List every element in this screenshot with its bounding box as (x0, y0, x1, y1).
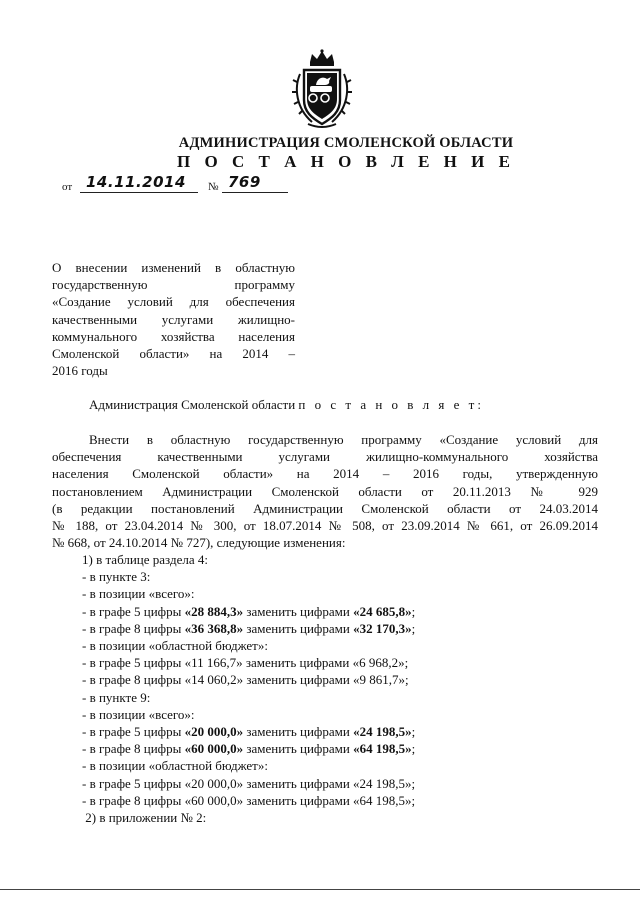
body-line: (в редакции постановлений Администрации Смоленской области от 24.03.2014 (52, 500, 598, 516)
date-number-line (62, 173, 302, 195)
subject-line: государственную программу (52, 277, 295, 293)
list-item: - в графе 8 цифры «60 000,0» заменить цифрами «64 198,5»; (82, 741, 416, 757)
list-item: - в графе 5 цифры «11 166,7» заменить цифрами «6 968,2»; (82, 655, 409, 671)
list-item: - в графе 8 цифры «36 368,8» заменить цифрами «32 170,3»; (82, 620, 416, 636)
organization-name: АДМИНИСТРАЦИЯ СМОЛЕНСКОЙ ОБЛАСТИ (178, 135, 514, 151)
list-item: - в пункте 9: (82, 689, 151, 705)
list-item: - в позиции «областной бюджет»: (82, 638, 268, 654)
body-line: № 188, от 23.04.2014 № 300, от 18.07.2014 № 508, от 23.09.2014 № 661, от 26.09.2014 (52, 518, 598, 534)
list-item: 1) в таблице раздела 4: (82, 552, 208, 567)
list-item: - в пункте 3: (82, 569, 151, 585)
subject-line: коммунального хозяйства населения (52, 328, 295, 344)
list-item: - в графе 8 цифры «60 000,0» заменить цифрами «64 198,5»; (82, 792, 416, 808)
subject-line: Смоленской области» на 2014 – (52, 346, 295, 362)
body-line: № 668, от 24.10.2014 № 727), следующие изменения: (52, 535, 346, 551)
list-item: - в позиции «всего»: (82, 586, 195, 602)
list-item: 2) в приложении № 2: (82, 810, 207, 826)
preamble (52, 396, 598, 413)
list-item: - в графе 8 цифры «14 060,2» заменить цифрами «9 861,7»; (82, 672, 409, 688)
subject-line: качественными услугами жилищно- (52, 311, 295, 327)
number-underline (222, 192, 288, 193)
body-line: населения Смоленской области» на 2014 – 2016 годы, утвержденную (52, 466, 598, 482)
body-paragraph (52, 431, 598, 551)
body-line: Внести в областную государственную программу «Создание условий для (89, 432, 598, 447)
date-underline (80, 192, 198, 193)
page-edge-line (0, 889, 640, 890)
list-item: - в позиции «всего»: (82, 706, 195, 722)
list-item: - в позиции «областной бюджет»: (82, 758, 268, 774)
document-subject (52, 259, 295, 379)
date-value: 14.11.2014 (86, 173, 186, 191)
document-type: П О С Т А Н О В Л Е Н И Е (177, 152, 515, 171)
preamble-action: п о с т а н о в л я е т: (298, 397, 484, 412)
body-line: обеспечения качественными услугами жилищно-коммунального хозяйства (52, 449, 598, 465)
number-label: № (208, 181, 219, 193)
coat-of-arms-icon (290, 48, 354, 130)
list-item: - в графе 5 цифры «20 000,0» заменить цифрами «24 198,5»; (82, 775, 416, 791)
subject-line: О внесении изменений в областную (52, 260, 295, 275)
body-line: постановлением Администрации Смоленской области от 20.11.2013 № 929 (52, 483, 598, 499)
list-item: - в графе 5 цифры «28 884,3» заменить цифрами «24 685,8»; (82, 603, 416, 619)
number-value: 769 (228, 173, 261, 191)
preamble-text: Администрация Смоленской области (89, 397, 296, 412)
subject-line: 2016 годы (52, 363, 108, 379)
date-label: от (62, 181, 73, 193)
changes-list (82, 551, 415, 826)
subject-line: «Создание условий для обеспечения (52, 294, 295, 310)
list-item: - в графе 5 цифры «20 000,0» заменить цифрами «24 198,5»; (82, 724, 416, 740)
